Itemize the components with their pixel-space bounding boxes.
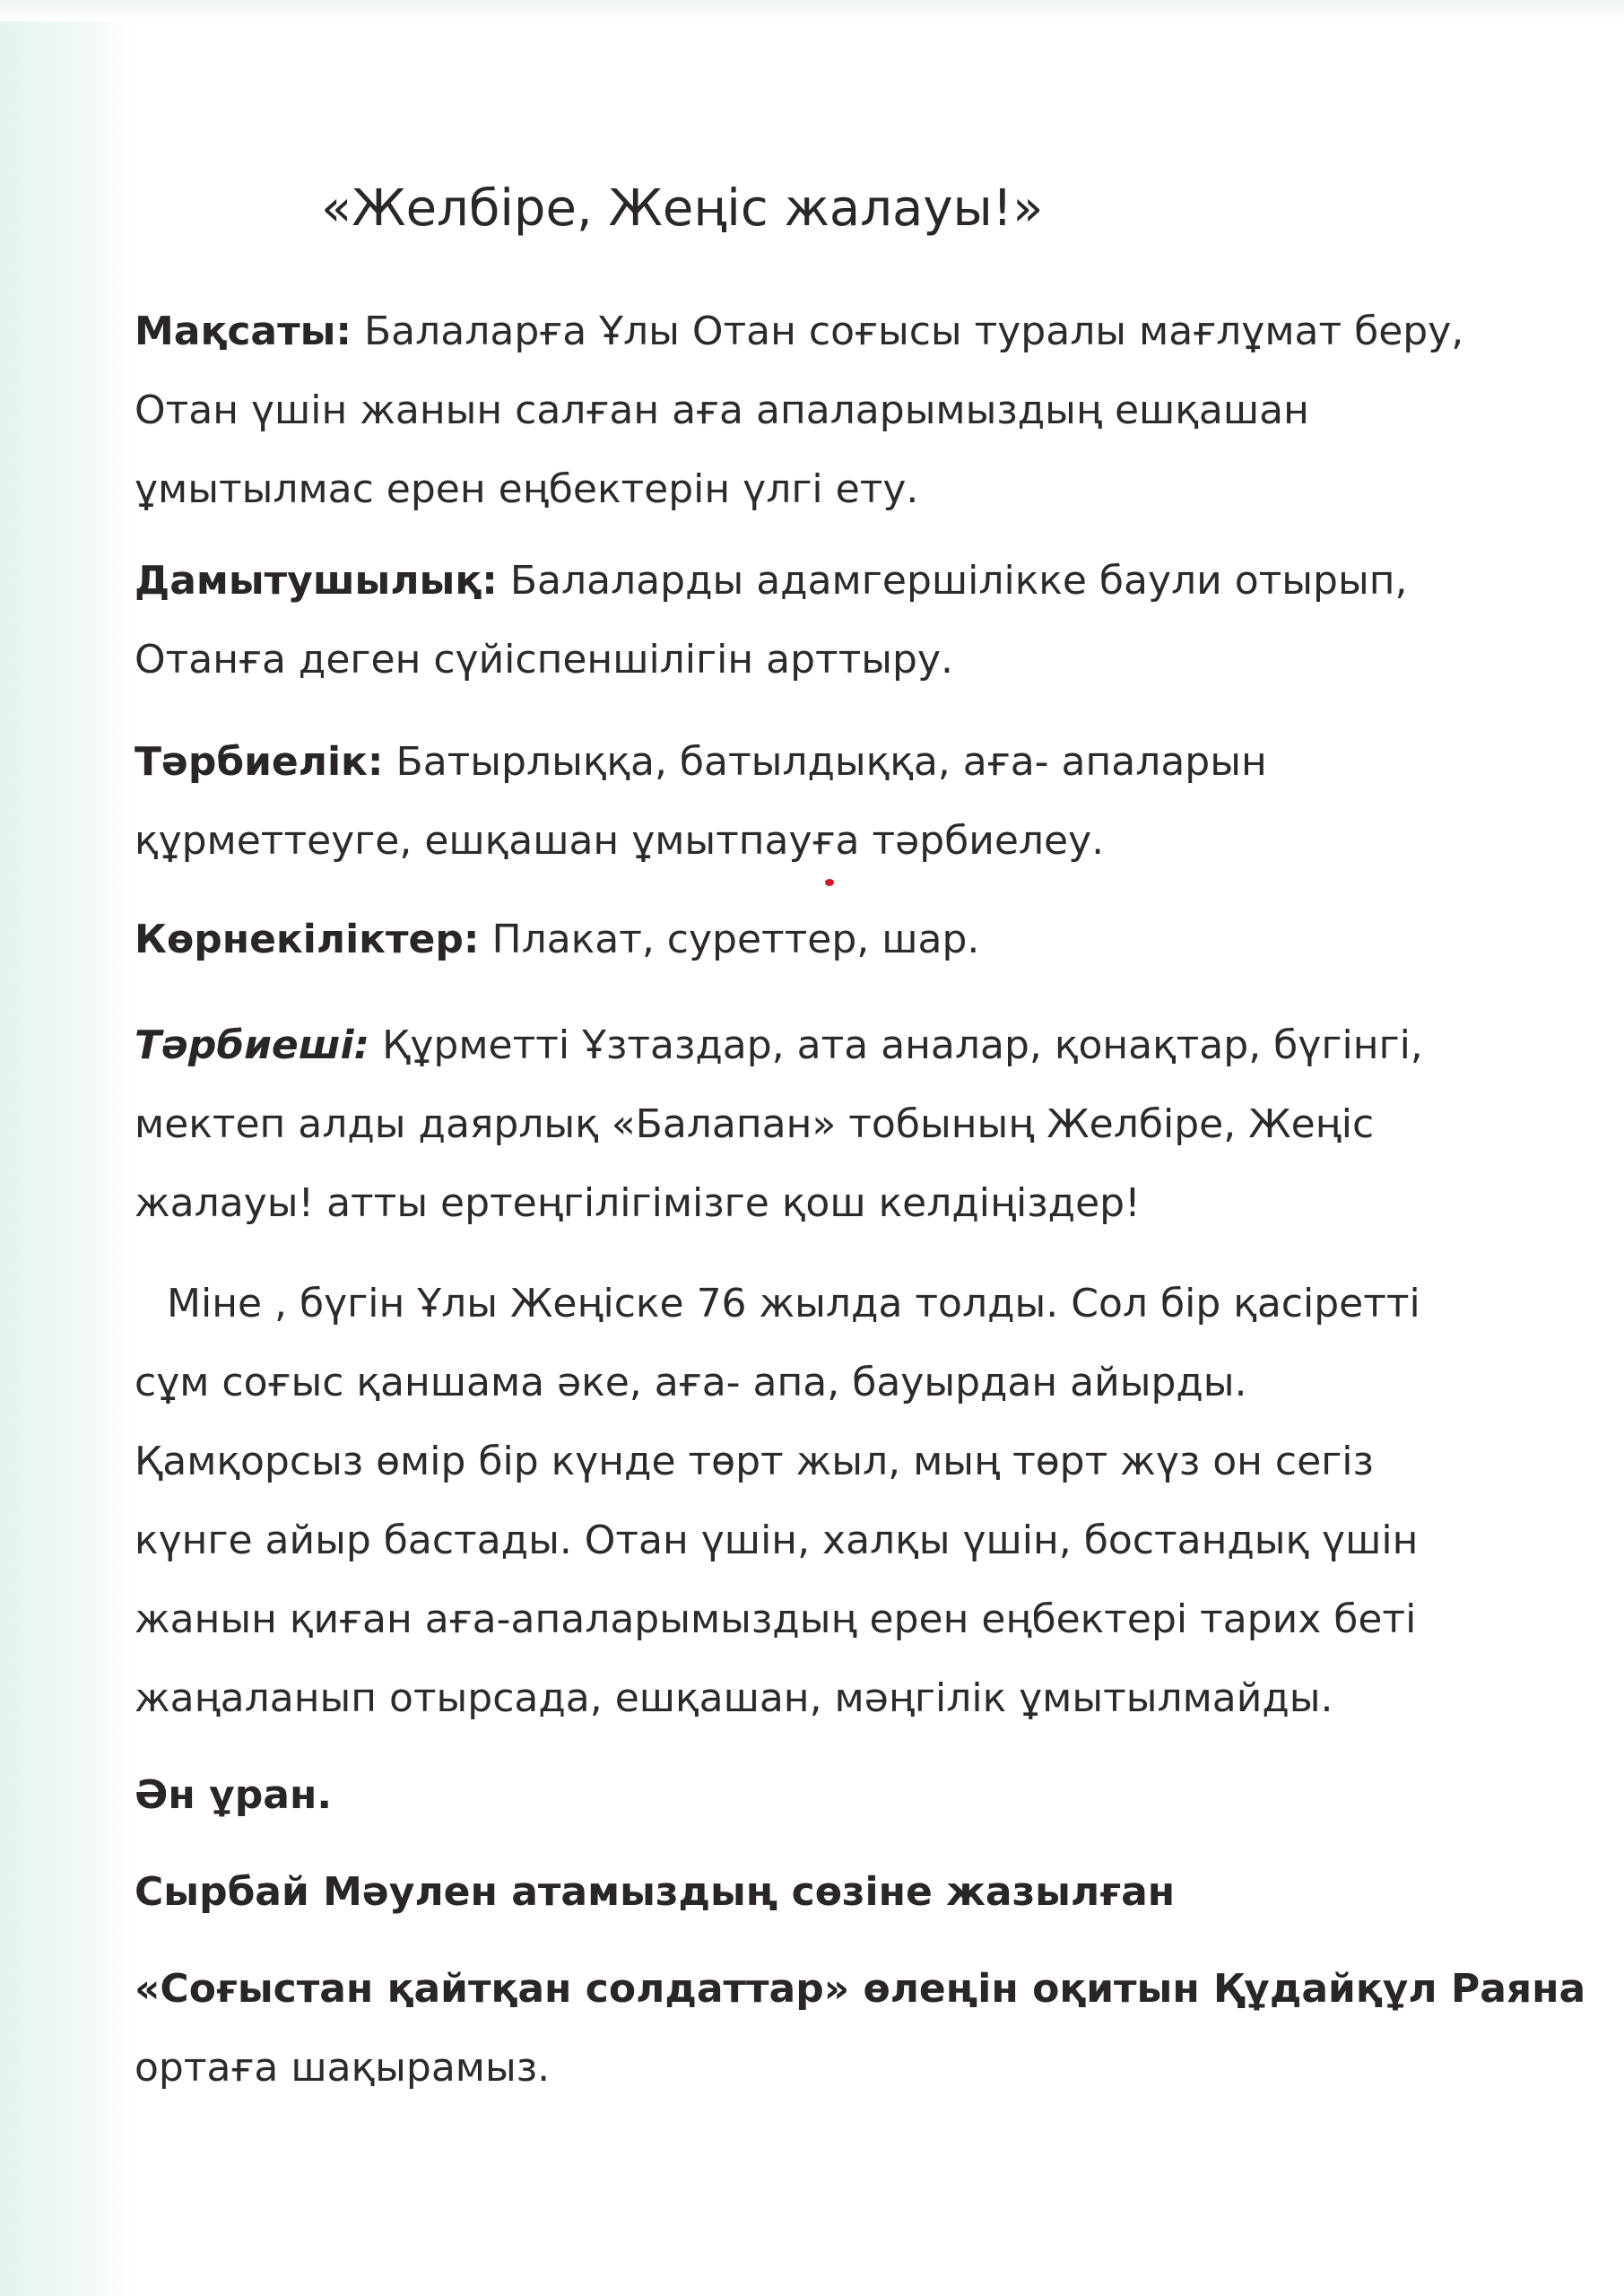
visuals-line-1 xyxy=(135,900,979,979)
visuals-label: Көрнекіліктер: xyxy=(135,917,480,962)
educational-text-1: Батырлыққа, батылдыққа, аға- апаларын xyxy=(395,739,1267,785)
educational-line-2: құрметтеуге, ешқашан ұмытпауға тәрбиелеу. xyxy=(135,818,1105,864)
teacher-line-3: жалауы! атты ертеңгілігімізге қош келдіңіздер! xyxy=(135,1180,1141,1226)
developmental-label: Дамытушылық: xyxy=(135,558,498,604)
poem-line: «Соғыстан қайтқан солдаттар» өлеңін оқитын Құдайқұл Раяна xyxy=(135,1966,1586,2012)
poem-line-2: ортаға шақырамыз. xyxy=(135,2045,551,2091)
poem-intro-line: Сырбай Мәулен атамыздың сөзіне жазылған xyxy=(135,1869,1176,1915)
educational-line-1 xyxy=(135,723,1267,802)
paragraph-line-6: жаңаланып отырсада, ешқашан, мәңгілік ұмытылмайды. xyxy=(135,1675,1333,1721)
document-title: «Желбіре, Жеңіс жалауы!» xyxy=(321,179,1044,238)
teacher-line-1 xyxy=(135,1006,1423,1085)
paragraph-line-1: Міне , бүгін Ұлы Жеңіске 76 жылда толды. Сол бір қасіретті xyxy=(167,1281,1420,1326)
visuals-text-1: Плакат, суреттер, шар. xyxy=(491,917,980,962)
paragraph-line-5: жанын қиған аға-апаларымыздың ерен еңбектері тарих беті xyxy=(135,1596,1417,1642)
goal-line-2: Отан үшін жанын салған аға апаларымыздың ешқашан xyxy=(135,387,1309,433)
developmental-line-1 xyxy=(135,542,1407,621)
goal-label: Мақсаты: xyxy=(135,309,352,354)
developmental-line-2: Отанға деген сүйіспеншілігін арттыру. xyxy=(135,637,953,683)
goal-text-1: Балаларға Ұлы Отан соғысы туралы мағлұмат беру, xyxy=(364,309,1464,354)
developmental-text-1: Балаларды адамгершілікке баули отырып, xyxy=(509,558,1408,604)
red-ink-dot xyxy=(825,879,834,886)
goal-line-1 xyxy=(135,292,1463,371)
paragraph-line-3: Қамқорсыз өмір бір күнде төрт жыл, мың төрт жүз он сегіз xyxy=(135,1439,1374,1484)
educational-label: Тәрбиелік: xyxy=(135,739,384,785)
paragraph-line-2: сұм соғыс қаншама әке, аға- апа, бауырдан айырды. xyxy=(135,1360,1247,1405)
anthem-line: Ән ұран. xyxy=(135,1772,333,1818)
teacher-text-1: Құрметті Ұзтаздар, ата аналар, қонақтар, бүгінгі, xyxy=(382,1022,1423,1068)
teacher-line-2: мектеп алды даярлық «Балапан» тобының Желбіре, Жеңіс xyxy=(135,1101,1375,1147)
goal-line-3: ұмытылмас ерен еңбектерін үлгі ету. xyxy=(135,466,919,512)
teacher-label: Тәрбиеші: xyxy=(135,1022,370,1068)
paragraph-line-4: күнге айыр бастады. Отан үшін, халқы үшін, бостандық үшін xyxy=(135,1518,1419,1563)
